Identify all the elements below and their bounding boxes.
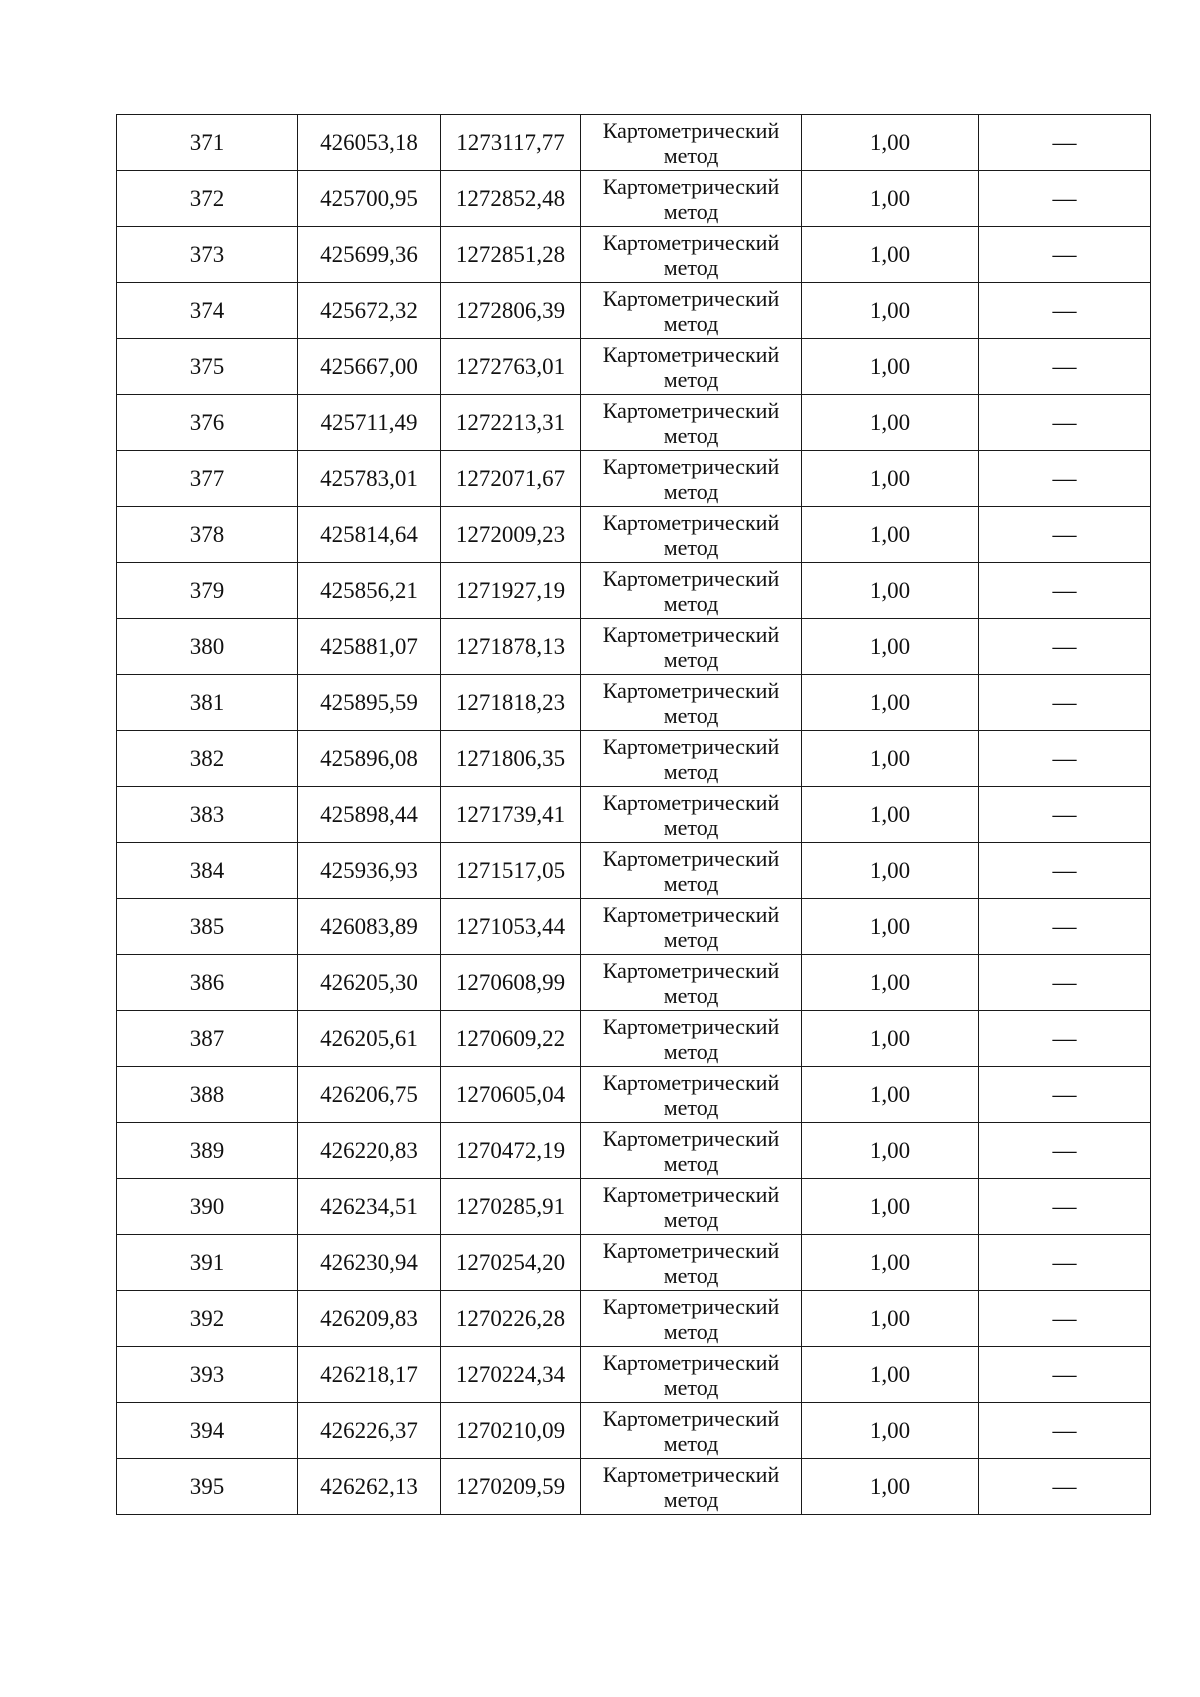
- coordinate-x-cell: 425783,01: [298, 451, 441, 507]
- coordinate-y-cell: 1271053,44: [441, 899, 581, 955]
- accuracy-cell: 1,00: [802, 1067, 979, 1123]
- coordinate-y-cell: 1271739,41: [441, 787, 581, 843]
- note-cell: —: [979, 675, 1151, 731]
- coordinate-x-cell: 426206,75: [298, 1067, 441, 1123]
- point-number-cell: 380: [117, 619, 298, 675]
- accuracy-cell: 1,00: [802, 899, 979, 955]
- coordinate-x-cell: 426220,83: [298, 1123, 441, 1179]
- table-row: [117, 1123, 1151, 1179]
- note-cell: —: [979, 395, 1151, 451]
- coordinate-y-cell: 1271818,23: [441, 675, 581, 731]
- method-cell: Картометрический метод: [581, 1011, 802, 1067]
- coordinate-x-cell: 426262,13: [298, 1459, 441, 1515]
- method-cell: Картометрический метод: [581, 507, 802, 563]
- method-cell: Картометрический метод: [581, 283, 802, 339]
- point-number-cell: 386: [117, 955, 298, 1011]
- point-number-cell: 394: [117, 1403, 298, 1459]
- point-number-cell: 382: [117, 731, 298, 787]
- method-cell: Картометрический метод: [581, 1067, 802, 1123]
- coordinate-x-cell: 425667,00: [298, 339, 441, 395]
- note-cell: —: [979, 1291, 1151, 1347]
- table-row: [117, 227, 1151, 283]
- note-cell: —: [979, 843, 1151, 899]
- note-cell: —: [979, 731, 1151, 787]
- note-cell: —: [979, 899, 1151, 955]
- coordinate-x-cell: 425699,36: [298, 227, 441, 283]
- note-cell: —: [979, 1235, 1151, 1291]
- accuracy-cell: 1,00: [802, 1235, 979, 1291]
- method-cell: Картометрический метод: [581, 1123, 802, 1179]
- method-cell: Картометрический метод: [581, 1235, 802, 1291]
- note-cell: —: [979, 1011, 1151, 1067]
- method-cell: Картометрический метод: [581, 1179, 802, 1235]
- coordinate-y-cell: 1270254,20: [441, 1235, 581, 1291]
- note-cell: —: [979, 1347, 1151, 1403]
- coordinate-x-cell: 425896,08: [298, 731, 441, 787]
- coordinate-y-cell: 1270605,04: [441, 1067, 581, 1123]
- table-row: [117, 1179, 1151, 1235]
- table-row: [117, 1347, 1151, 1403]
- accuracy-cell: 1,00: [802, 1123, 979, 1179]
- note-cell: —: [979, 563, 1151, 619]
- accuracy-cell: 1,00: [802, 563, 979, 619]
- note-cell: —: [979, 787, 1151, 843]
- point-number-cell: 395: [117, 1459, 298, 1515]
- table-row: [117, 115, 1151, 171]
- coordinate-y-cell: 1270210,09: [441, 1403, 581, 1459]
- point-number-cell: 387: [117, 1011, 298, 1067]
- method-cell: Картометрический метод: [581, 171, 802, 227]
- table-row: [117, 563, 1151, 619]
- accuracy-cell: 1,00: [802, 843, 979, 899]
- coordinate-y-cell: 1272806,39: [441, 283, 581, 339]
- method-cell: Картометрический метод: [581, 675, 802, 731]
- point-number-cell: 390: [117, 1179, 298, 1235]
- coordinate-x-cell: 426218,17: [298, 1347, 441, 1403]
- accuracy-cell: 1,00: [802, 675, 979, 731]
- coordinate-y-cell: 1272213,31: [441, 395, 581, 451]
- table-row: [117, 1459, 1151, 1515]
- method-cell: Картометрический метод: [581, 339, 802, 395]
- coordinate-y-cell: 1273117,77: [441, 115, 581, 171]
- table-row: [117, 171, 1151, 227]
- coordinates-table: [116, 114, 1151, 1515]
- coordinate-y-cell: 1272852,48: [441, 171, 581, 227]
- coordinate-x-cell: 425856,21: [298, 563, 441, 619]
- coordinate-y-cell: 1270224,34: [441, 1347, 581, 1403]
- method-cell: Картометрический метод: [581, 227, 802, 283]
- accuracy-cell: 1,00: [802, 171, 979, 227]
- point-number-cell: 377: [117, 451, 298, 507]
- coordinate-y-cell: 1270209,59: [441, 1459, 581, 1515]
- accuracy-cell: 1,00: [802, 955, 979, 1011]
- method-cell: Картометрический метод: [581, 451, 802, 507]
- accuracy-cell: 1,00: [802, 283, 979, 339]
- point-number-cell: 378: [117, 507, 298, 563]
- table-row: [117, 1067, 1151, 1123]
- accuracy-cell: 1,00: [802, 619, 979, 675]
- coordinate-y-cell: 1272009,23: [441, 507, 581, 563]
- table-row: [117, 787, 1151, 843]
- point-number-cell: 373: [117, 227, 298, 283]
- accuracy-cell: 1,00: [802, 1291, 979, 1347]
- method-cell: Картометрический метод: [581, 563, 802, 619]
- coordinate-y-cell: 1272071,67: [441, 451, 581, 507]
- table-row: [117, 1235, 1151, 1291]
- coordinate-x-cell: 425814,64: [298, 507, 441, 563]
- point-number-cell: 372: [117, 171, 298, 227]
- note-cell: —: [979, 227, 1151, 283]
- note-cell: —: [979, 955, 1151, 1011]
- coordinate-y-cell: 1270285,91: [441, 1179, 581, 1235]
- note-cell: —: [979, 1067, 1151, 1123]
- note-cell: —: [979, 1459, 1151, 1515]
- method-cell: Картометрический метод: [581, 619, 802, 675]
- note-cell: —: [979, 339, 1151, 395]
- coordinate-x-cell: 425700,95: [298, 171, 441, 227]
- note-cell: —: [979, 115, 1151, 171]
- accuracy-cell: 1,00: [802, 787, 979, 843]
- point-number-cell: 385: [117, 899, 298, 955]
- coordinate-x-cell: 425895,59: [298, 675, 441, 731]
- point-number-cell: 374: [117, 283, 298, 339]
- coordinate-x-cell: 426083,89: [298, 899, 441, 955]
- accuracy-cell: 1,00: [802, 1347, 979, 1403]
- table-row: [117, 1291, 1151, 1347]
- coordinate-x-cell: 426205,61: [298, 1011, 441, 1067]
- method-cell: Картометрический метод: [581, 787, 802, 843]
- table-row: [117, 955, 1151, 1011]
- point-number-cell: 391: [117, 1235, 298, 1291]
- point-number-cell: 379: [117, 563, 298, 619]
- point-number-cell: 383: [117, 787, 298, 843]
- coordinate-x-cell: 426226,37: [298, 1403, 441, 1459]
- coordinate-y-cell: 1271927,19: [441, 563, 581, 619]
- table-row: [117, 899, 1151, 955]
- point-number-cell: 392: [117, 1291, 298, 1347]
- accuracy-cell: 1,00: [802, 115, 979, 171]
- note-cell: —: [979, 1123, 1151, 1179]
- accuracy-cell: 1,00: [802, 451, 979, 507]
- method-cell: Картометрический метод: [581, 955, 802, 1011]
- table-row: [117, 619, 1151, 675]
- accuracy-cell: 1,00: [802, 731, 979, 787]
- point-number-cell: 384: [117, 843, 298, 899]
- coordinate-x-cell: 425898,44: [298, 787, 441, 843]
- coordinate-x-cell: 426234,51: [298, 1179, 441, 1235]
- point-number-cell: 389: [117, 1123, 298, 1179]
- note-cell: —: [979, 451, 1151, 507]
- coordinate-y-cell: 1271878,13: [441, 619, 581, 675]
- accuracy-cell: 1,00: [802, 395, 979, 451]
- note-cell: —: [979, 283, 1151, 339]
- table-row: [117, 283, 1151, 339]
- coordinate-y-cell: 1270472,19: [441, 1123, 581, 1179]
- coordinate-y-cell: 1271517,05: [441, 843, 581, 899]
- accuracy-cell: 1,00: [802, 507, 979, 563]
- note-cell: —: [979, 619, 1151, 675]
- accuracy-cell: 1,00: [802, 339, 979, 395]
- accuracy-cell: 1,00: [802, 227, 979, 283]
- coordinate-y-cell: 1270609,22: [441, 1011, 581, 1067]
- coordinate-y-cell: 1270226,28: [441, 1291, 581, 1347]
- method-cell: Картометрический метод: [581, 395, 802, 451]
- point-number-cell: 375: [117, 339, 298, 395]
- method-cell: Картометрический метод: [581, 115, 802, 171]
- table-row: [117, 339, 1151, 395]
- table-row: [117, 731, 1151, 787]
- accuracy-cell: 1,00: [802, 1179, 979, 1235]
- method-cell: Картометрический метод: [581, 731, 802, 787]
- table-row: [117, 451, 1151, 507]
- point-number-cell: 393: [117, 1347, 298, 1403]
- method-cell: Картометрический метод: [581, 843, 802, 899]
- method-cell: Картометрический метод: [581, 899, 802, 955]
- method-cell: Картометрический метод: [581, 1403, 802, 1459]
- coordinate-y-cell: 1270608,99: [441, 955, 581, 1011]
- method-cell: Картометрический метод: [581, 1291, 802, 1347]
- table-row: [117, 843, 1151, 899]
- table-row: [117, 675, 1151, 731]
- coordinate-x-cell: 426205,30: [298, 955, 441, 1011]
- coordinate-x-cell: 426230,94: [298, 1235, 441, 1291]
- coordinate-x-cell: 426053,18: [298, 115, 441, 171]
- coordinate-x-cell: 425672,32: [298, 283, 441, 339]
- coordinate-x-cell: 425881,07: [298, 619, 441, 675]
- note-cell: —: [979, 171, 1151, 227]
- table-row: [117, 1403, 1151, 1459]
- note-cell: —: [979, 1403, 1151, 1459]
- coordinate-x-cell: 425711,49: [298, 395, 441, 451]
- table-body: [117, 115, 1151, 1515]
- point-number-cell: 388: [117, 1067, 298, 1123]
- note-cell: —: [979, 507, 1151, 563]
- method-cell: Картометрический метод: [581, 1347, 802, 1403]
- note-cell: —: [979, 1179, 1151, 1235]
- coordinate-y-cell: 1272851,28: [441, 227, 581, 283]
- coordinate-x-cell: 425936,93: [298, 843, 441, 899]
- method-cell: Картометрический метод: [581, 1459, 802, 1515]
- coordinate-x-cell: 426209,83: [298, 1291, 441, 1347]
- point-number-cell: 381: [117, 675, 298, 731]
- coordinate-y-cell: 1271806,35: [441, 731, 581, 787]
- table-row: [117, 1011, 1151, 1067]
- accuracy-cell: 1,00: [802, 1459, 979, 1515]
- table-row: [117, 507, 1151, 563]
- coordinate-y-cell: 1272763,01: [441, 339, 581, 395]
- point-number-cell: 371: [117, 115, 298, 171]
- table-row: [117, 395, 1151, 451]
- point-number-cell: 376: [117, 395, 298, 451]
- accuracy-cell: 1,00: [802, 1011, 979, 1067]
- accuracy-cell: 1,00: [802, 1403, 979, 1459]
